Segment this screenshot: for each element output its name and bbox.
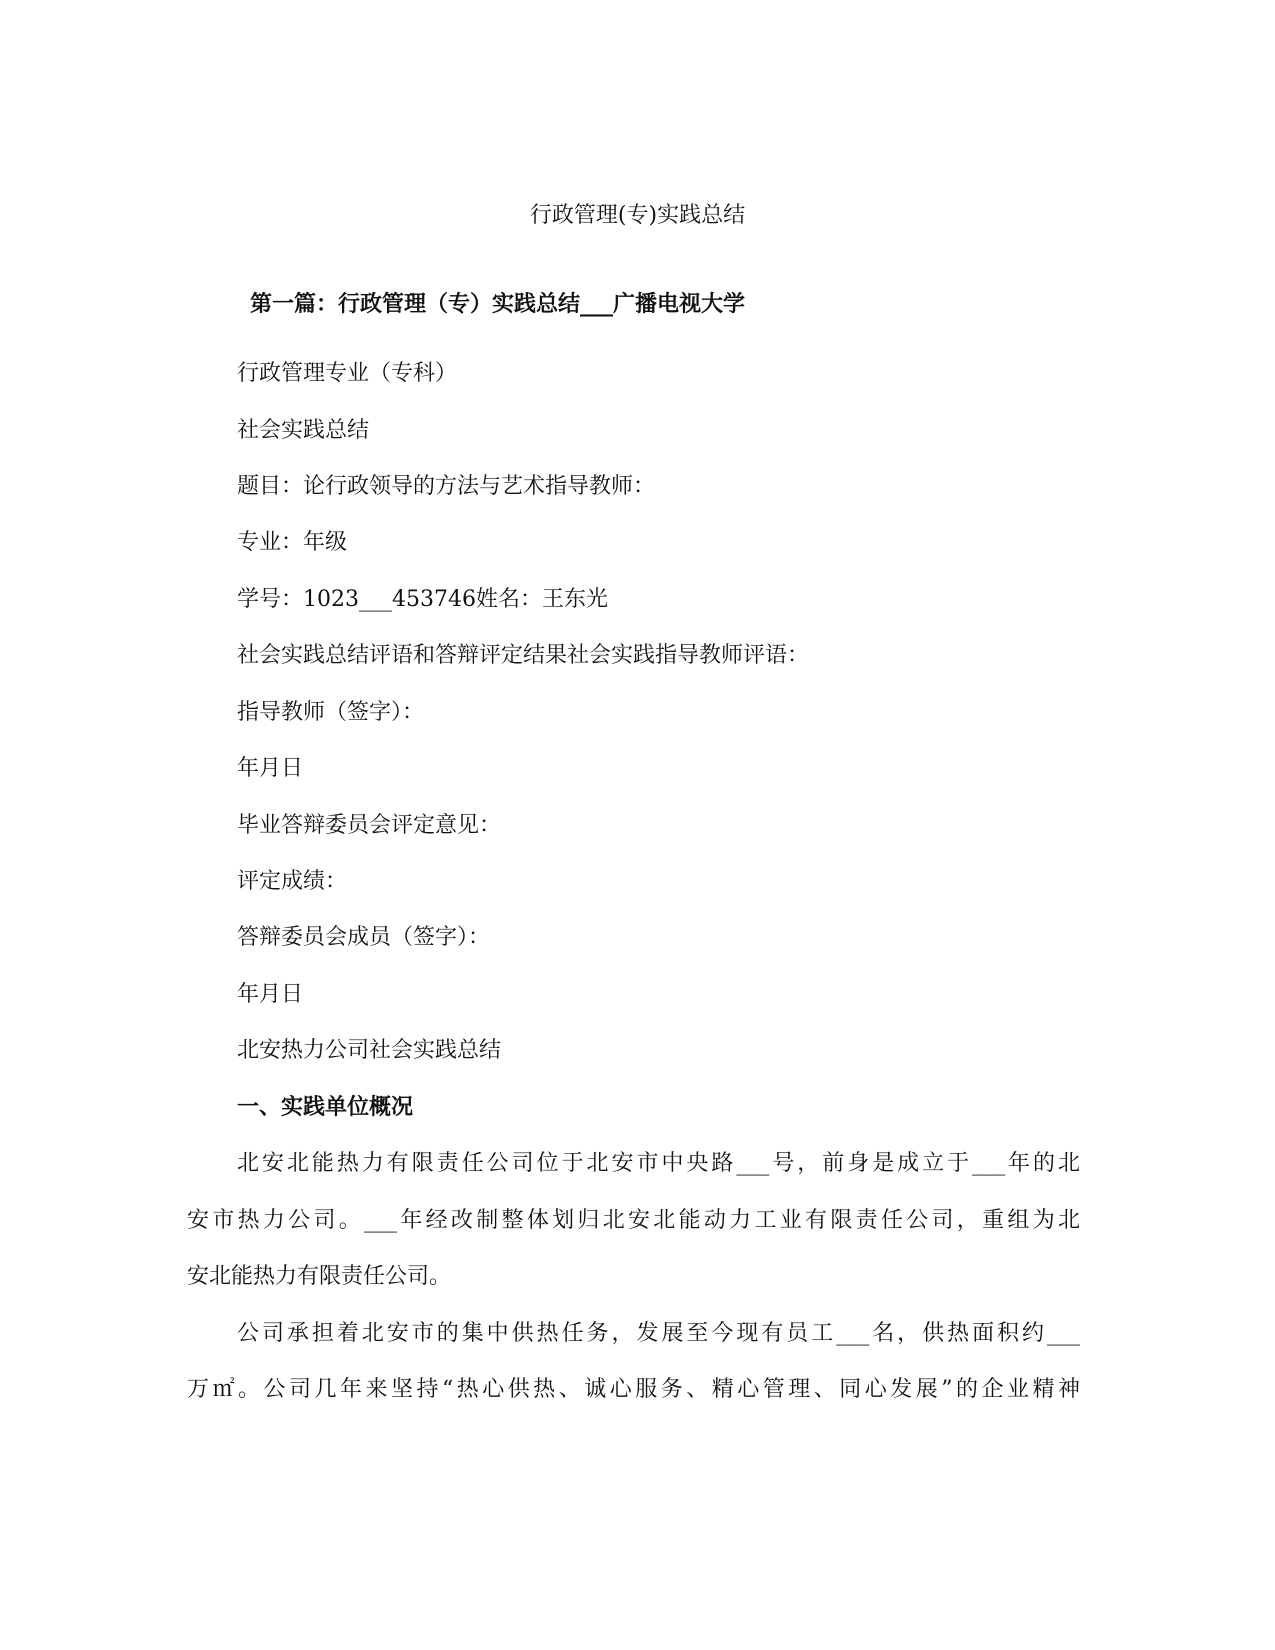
cover-line: 题目：论行政领导的方法与艺术指导教师： xyxy=(237,474,656,499)
subheading: 一、实践单位概况 xyxy=(237,1095,414,1120)
cover-line: 社会实践总结 xyxy=(237,418,370,443)
cover-line: 行政管理专业（专科） xyxy=(237,361,458,386)
cover-line: 社会实践总结评语和答辩评定结果社会实践指导教师评语： xyxy=(237,643,810,668)
paragraph-line: 万㎡。公司几年来坚持“热心供热、诚心服务、精心管理、同心发展”的企业精神 xyxy=(187,1377,1080,1402)
cover-line: 指导教师（签字）： xyxy=(237,700,425,725)
cover-line: 评定成绩： xyxy=(237,869,348,894)
cover-line: 毕业答辩委员会评定意见： xyxy=(237,813,502,838)
cover-line: 年月日 xyxy=(237,982,304,1007)
cover-line: 北安热力公司社会实践总结 xyxy=(237,1038,502,1063)
paragraph-line: 安北能热力有限责任公司。 xyxy=(187,1264,452,1289)
paragraph-line: 北安北能热力有限责任公司位于北安市中央路___号，前身是成立于___年的北 xyxy=(237,1151,1080,1176)
cover-line: 学号：1023___453746姓名：王东光 xyxy=(237,587,608,612)
paragraph-line: 安市热力公司。___年经改制整体划归北安北能动力工业有限责任公司，重组为北 xyxy=(187,1208,1080,1233)
page-title: 行政管理(专)实践总结 xyxy=(529,203,746,228)
section-heading: 第一篇：行政管理（专）实践总结___广播电视大学 xyxy=(250,292,746,317)
cover-line: 答辩委员会成员（签字）： xyxy=(237,925,491,950)
cover-line: 专业：年级 xyxy=(237,530,348,555)
cover-line: 年月日 xyxy=(237,756,304,781)
paragraph-line: 公司承担着北安市的集中供热任务，发展至今现有员工___名，供热面积约___ xyxy=(237,1321,1080,1346)
